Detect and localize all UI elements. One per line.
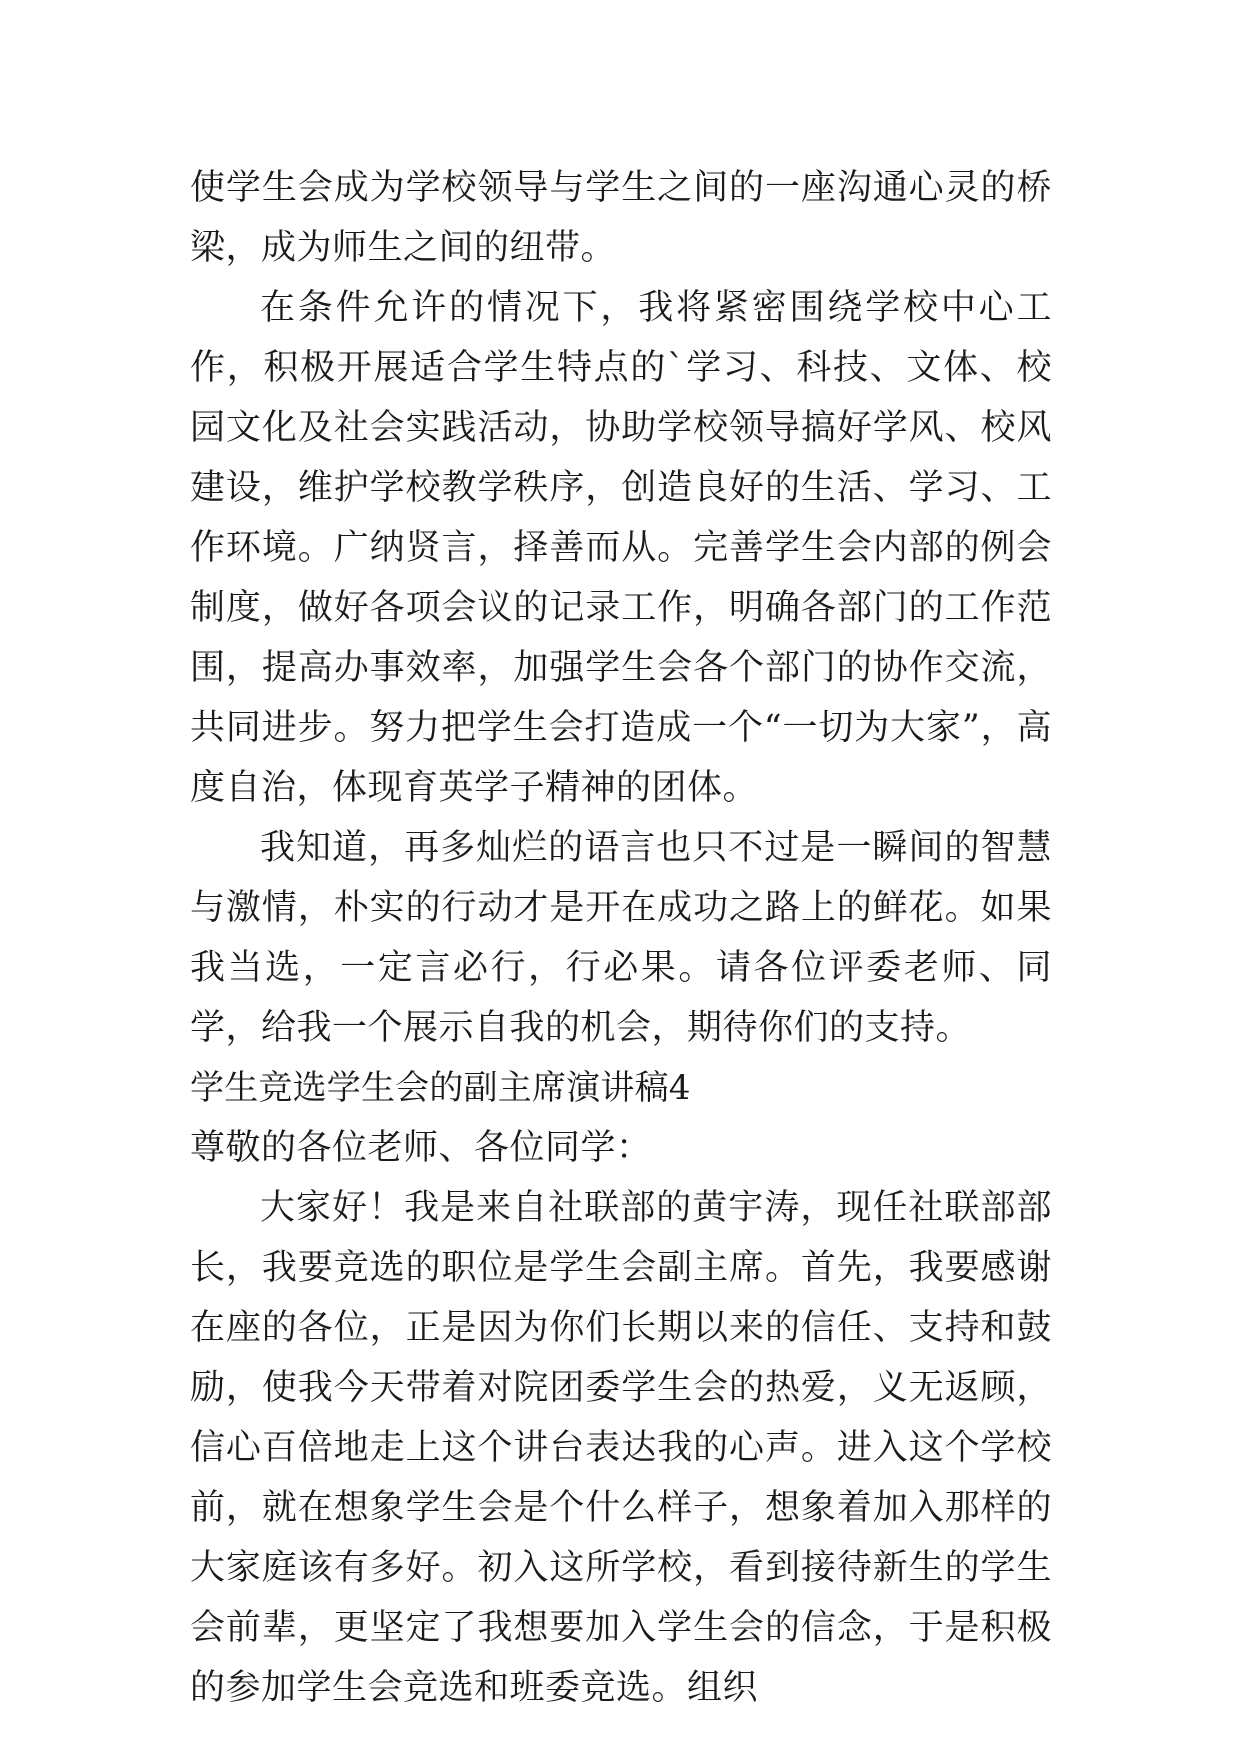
document-body — [190, 158, 1052, 1718]
paragraph-work-plan: 在条件允许的情况下，我将紧密围绕学校中心工作，积极开展适合学生特点的`学习、科技、文体、校园文化及社会实践活动，协助学校领导搞好学风、校风建设，维护学校教学秩序，创造良好的生活、学习、工作环境。广纳贤言，择善而从。完善学生会内部的例会制度，做好各项会议的记录工作，明确各部门的工作范围，提高办事效率，加强学生会各个部门的协作交流，共同进步。努力把学生会打造成一个“一切为大家”，高度自治，体现育英学子精神的团体。 — [190, 288, 1052, 808]
paragraph-closing: 我知道，再多灿烂的语言也只不过是一瞬间的智慧与激情，朴实的行动才是开在成功之路上的鲜花。如果我当选，一定言必行，行必果。请各位评委老师、同学，给我一个展示自我的机会，期待你们的支持。 — [190, 828, 1052, 1048]
salutation: 尊敬的各位老师、各位同学： — [190, 1128, 652, 1168]
paragraph-continuation: 使学生会成为学校领导与学生之间的一座沟通心灵的桥梁，成为师生之间的纽带。 — [190, 168, 1052, 268]
paragraph-introduction: 大家好！我是来自社联部的黄宇涛，现任社联部部长，我要竞选的职位是学生会副主席。首先，我要感谢在座的各位，正是因为你们长期以来的信任、支持和鼓励，使我今天带着对院团委学生会的热爱，义无返顾，信心百倍地走上这个讲台表达我的心声。进入这个学校前，就在想象学生会是个什么样子，想象着加入那样的大家庭该有多好。初入这所学校，看到接待新生的学生会前辈，更坚定了我想要加入学生会的信念，于是积极的参加学生会竞选和班委竞选。组织 — [190, 1188, 1052, 1708]
section-title: 学生竞选学生会的副主席演讲稿4 — [190, 1068, 691, 1108]
